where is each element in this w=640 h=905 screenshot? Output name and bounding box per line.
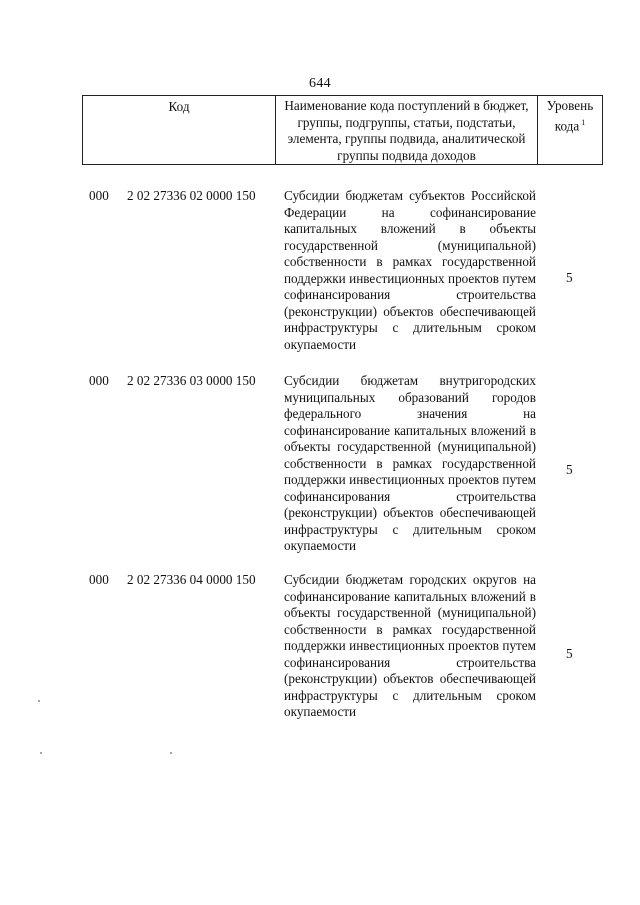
income-code: 2 02 27336 04 0000 150 [127, 572, 256, 587]
page-number: 644 [309, 76, 331, 91]
header-name: Наименование кода поступлений в бюджет, группы, подгруппы, статьи, подстатьи, элемента, группы подвида, аналитической группы подвида доходов [276, 96, 538, 164]
row-level: 5 [566, 646, 573, 661]
row-level: 5 [566, 270, 573, 285]
admin-code: 000 [89, 572, 109, 587]
income-code: 2 02 27336 03 0000 150 [127, 373, 256, 388]
row-description: Субсидии бюджетам субъектов Российской Федерации на софинансирование капитальных вложений в объекты государственной (муниципальной) собственности в рамках государственной поддержки инвестиционных проектов путем софинансирования строительства (реконструкции) объектов обеспечивающей инфраструктуры с длительным сроком окупаемости [284, 188, 536, 352]
header-level-footnote: 1 [581, 117, 586, 127]
scan-speck [40, 752, 42, 754]
income-code: 2 02 27336 02 0000 150 [127, 188, 256, 203]
header-code: Код [83, 96, 276, 164]
admin-code: 000 [89, 188, 109, 203]
header-level [538, 96, 602, 164]
row-description: Субсидии бюджетам городских округов на софинансирование капитальных вложений в объекты государственной (муниципальной) собственности в рамках государственной поддержки инвестиционных проектов путем софинансирования строительства (реконструкции) объектов обеспечивающей инфраструктуры с длительным сроком окупаемости [284, 572, 536, 719]
scan-speck [170, 752, 172, 754]
row-level: 5 [566, 462, 573, 477]
row-description: Субсидии бюджетам внутригородских муниципальных образований городов федерального значения на софинансирование капитальных вложений в объекты государственной (муниципальной) собственности в рамках государственной поддержки инвестиционных проектов путем софинансирования строительства (реконструкции) объектов обеспечивающей инфраструктуры с длительным сроком окупаемости [284, 373, 536, 553]
table-header [82, 95, 603, 165]
admin-code: 000 [89, 373, 109, 388]
header-level-label: Уровень кода [546, 98, 594, 133]
scan-speck [38, 700, 40, 702]
